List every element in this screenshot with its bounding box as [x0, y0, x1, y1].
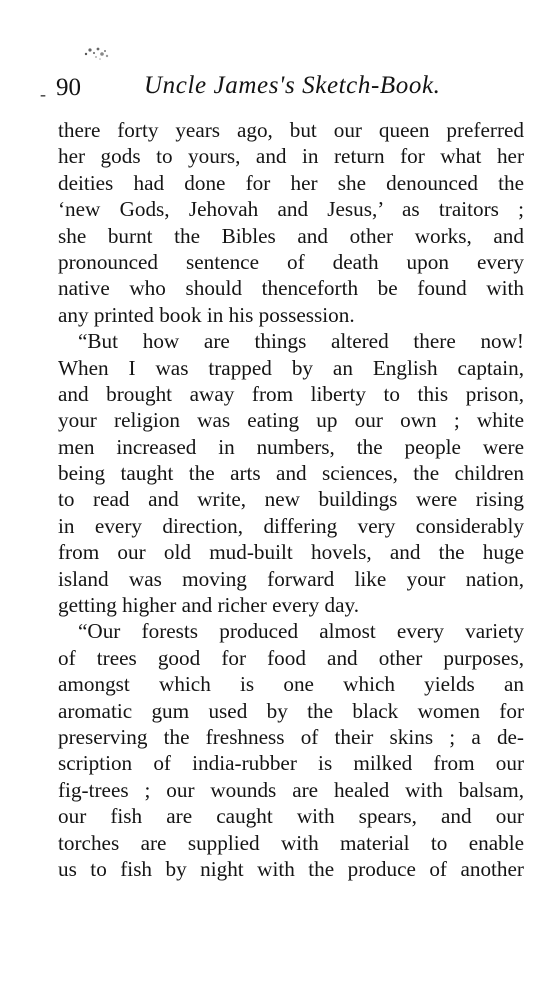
running-title: Uncle James's Sketch-Book.: [144, 72, 441, 99]
text-line: pronounced sentence of death upon every: [58, 249, 524, 274]
text-line: “But how are things altered there now!: [78, 329, 524, 354]
text-line: of trees good for food and other purposes,: [58, 645, 524, 670]
text-line: “Our forests produced almost every variety: [78, 619, 524, 644]
text-line: scription of india-rubber is milked from our: [58, 751, 524, 776]
text-line: ‘new Gods, Jehovah and Jesus,’ as traitors ;: [58, 197, 524, 222]
margin-mark: -: [40, 84, 46, 104]
text-line: being taught the arts and sciences, the children: [58, 461, 524, 486]
text-line: men increased in numbers, the people were: [58, 434, 524, 459]
text-line: your religion was eating up our own ; white: [58, 408, 524, 433]
paragraph: [58, 328, 524, 618]
text-line: our fish are caught with spears, and our: [58, 804, 524, 829]
text-line: When I was trapped by an English captain,: [58, 355, 524, 380]
text-line: island was moving forward like your nation,: [58, 566, 524, 591]
text-line: us to fish by night with the produce of another: [58, 856, 524, 881]
body-text: [58, 117, 524, 882]
text-line: she burnt the Bibles and other works, and: [58, 223, 524, 248]
text-line: amongst which is one which yields an: [58, 672, 524, 697]
text-line: and brought away from liberty to this prison,: [58, 381, 524, 406]
text-line: her gods to yours, and in return for what her: [58, 144, 524, 169]
text-line: aromatic gum used by the black women for: [58, 698, 524, 723]
text-line: torches are supplied with material to enable: [58, 830, 524, 855]
text-line: fig-trees ; our wounds are healed with balsam,: [58, 777, 524, 802]
text-line: from our old mud-built hovels, and the huge: [58, 540, 524, 565]
paragraph: [58, 117, 524, 328]
text-line: in every direction, differing very considerably: [58, 513, 524, 538]
page-number: 90: [56, 74, 81, 101]
text-line: preserving the freshness of their skins ; a de-: [58, 724, 524, 749]
page-header: [40, 68, 559, 104]
text-line: to read and write, new buildings were rising: [58, 487, 524, 512]
text-line: deities had done for her she denounced the: [58, 170, 524, 195]
ink-speck-mark: [76, 40, 116, 66]
text-line: native who should thenceforth be found with: [58, 276, 524, 301]
text-line: getting higher and richer every day.: [58, 593, 360, 618]
text-line: there forty years ago, but our queen preferred: [58, 118, 524, 142]
paragraph: [58, 618, 524, 882]
text-line: any printed book in his possession.: [58, 302, 355, 327]
